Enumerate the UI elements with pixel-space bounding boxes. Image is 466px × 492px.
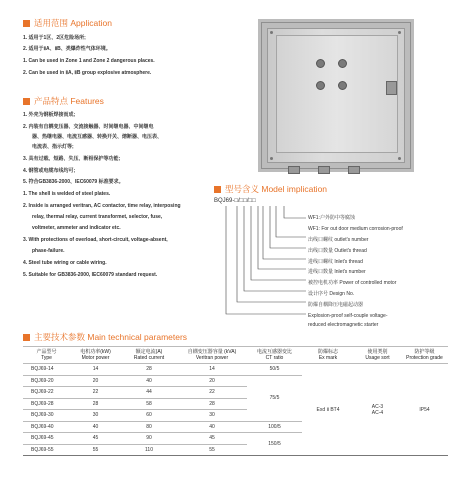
table-cell: 55 bbox=[177, 444, 247, 456]
table-cell: BQJ69-55 bbox=[23, 444, 70, 456]
col-ct-ratio bbox=[247, 347, 302, 364]
bolt-icon bbox=[398, 31, 401, 34]
table-cell: AC-4 bbox=[371, 409, 384, 416]
callout-outlet-number: 出线口螺纹 outlet's number bbox=[308, 237, 369, 243]
callout-product-cn: 防爆自耦降压电磁起动器 bbox=[308, 302, 364, 308]
bolt-icon bbox=[270, 31, 273, 34]
application-line-2: 2. 适用于ⅡA、ⅡB、类爆炸性气体环境。 bbox=[23, 46, 111, 52]
table-cell: 110 bbox=[121, 444, 177, 456]
table-cell: 40 bbox=[70, 421, 121, 433]
exmark-cell: Exd Ⅱ BT4 bbox=[302, 364, 354, 456]
table-cell: 14 bbox=[70, 364, 121, 376]
callout-inlet-thread: 进线口螺纹 Inlet's thread bbox=[308, 259, 363, 265]
table-cell: 电流互感器变比 bbox=[256, 349, 292, 355]
table-cell: BQJ69-22 bbox=[23, 387, 70, 399]
table-cell: 28 bbox=[177, 398, 247, 410]
bolt-icon bbox=[270, 157, 273, 160]
table-cell: 40 bbox=[121, 375, 177, 387]
heading-square-icon bbox=[23, 98, 30, 105]
model-heading bbox=[214, 183, 327, 195]
table-cell: 22 bbox=[70, 387, 121, 399]
features-line: 2. Inside is arranged veritran, AC contactor, time relay, interposing bbox=[23, 203, 181, 209]
indicator-lamp-icon bbox=[316, 81, 325, 90]
table-cell: 22 bbox=[177, 387, 247, 399]
col-ex-mark bbox=[302, 347, 354, 364]
table-cell: Protection grade bbox=[406, 355, 443, 361]
table-cell: Rated current bbox=[133, 355, 165, 361]
model-title: 型号含义 Model implication bbox=[225, 184, 328, 194]
table-cell: 58 bbox=[121, 398, 177, 410]
table-header-row bbox=[23, 347, 448, 364]
table-cell: 防爆标志 bbox=[317, 349, 338, 355]
table-cell: 额定电流(A) bbox=[135, 349, 163, 355]
table-cell: BQJ69-14 bbox=[23, 364, 70, 376]
features-line: 1. The shell is welded of steel plates. bbox=[23, 191, 111, 197]
table-cell: 28 bbox=[70, 398, 121, 410]
ct-cell: 100/5 bbox=[247, 421, 302, 433]
features-line: 1. 外壳为钢板焊接而成; bbox=[23, 112, 76, 118]
table-cell: 90 bbox=[121, 433, 177, 445]
table-cell: BQJ69-28 bbox=[23, 398, 70, 410]
features-line: 3. With protections of overload, short-circuit, voltage-absent, bbox=[23, 237, 168, 243]
protection-cell: IP54 bbox=[401, 364, 448, 456]
table-cell: BQJ69-20 bbox=[23, 375, 70, 387]
table-cell: 电机功率(kW) bbox=[80, 349, 111, 355]
col-motor-power bbox=[70, 347, 121, 364]
table-cell: 45 bbox=[70, 433, 121, 445]
callout-inlet-number: 进线口数量 Inlet's number bbox=[308, 269, 366, 275]
col-type bbox=[23, 347, 70, 364]
table-cell: 14 bbox=[177, 364, 247, 376]
heading-square-icon bbox=[214, 186, 221, 193]
table-cell: 20 bbox=[70, 375, 121, 387]
parameters-table bbox=[23, 346, 448, 456]
callout-product-en-1: Explosion-proof self-couple voltage- bbox=[308, 313, 388, 319]
table-cell: 20 bbox=[177, 375, 247, 387]
table-cell: Veritran power bbox=[195, 355, 229, 361]
features-line: relay, thermal relay, current transformet, selector, fuse, bbox=[32, 214, 163, 220]
table-cell: 30 bbox=[70, 410, 121, 422]
application-line-4: 2. Can be used in ⅡA, ⅡB group explosive atmosphere. bbox=[23, 70, 152, 76]
model-callout-lines bbox=[214, 204, 314, 334]
table-cell: Motor power bbox=[81, 355, 110, 361]
table-cell: 40 bbox=[177, 421, 247, 433]
table-cell: 55 bbox=[70, 444, 121, 456]
table-cell: 60 bbox=[121, 410, 177, 422]
callout-motor-power: 被控电机功率 Power of controlled motor bbox=[308, 280, 397, 286]
features-line: voltmeter, ammeter and indicator etc. bbox=[32, 225, 121, 231]
features-line: 4. 钢管或电缆布线均可; bbox=[23, 168, 76, 174]
table-cell: 使用类别 bbox=[367, 349, 388, 355]
callout-wf1-cn: WF1:户外防中等腐蚀 bbox=[308, 215, 355, 221]
table-row bbox=[23, 364, 448, 376]
features-line: 4. Steel tube wiring or cable wiring. bbox=[23, 260, 107, 266]
starter-cabinet-photo bbox=[258, 19, 414, 172]
table-cell: Usage sort bbox=[365, 355, 390, 361]
col-protection-grade bbox=[401, 347, 448, 364]
heading-square-icon bbox=[23, 20, 30, 27]
cable-gland-icon bbox=[288, 166, 300, 174]
features-line: 3. 具有过载、短路、失压、断相保护等功能; bbox=[23, 156, 121, 162]
callout-wf1-en: WF1: For out door medium corrosion-proof bbox=[308, 226, 403, 232]
model-code: BQJ69-□/□□/□□ bbox=[214, 198, 256, 204]
col-veritran-power bbox=[177, 347, 247, 364]
callout-outlet-thread: 出线口数量 Outlet's thread bbox=[308, 248, 367, 254]
features-title: 产品特点 Features bbox=[34, 96, 104, 106]
features-line: 5. 符合GB3836-2000、IEC60079 标准要求。 bbox=[23, 179, 124, 185]
table-cell: 防护等级 bbox=[414, 349, 435, 355]
table-cell: 80 bbox=[121, 421, 177, 433]
features-line: 2. 内装有自耦变压器、交流接触器、时间继电器、中间继电 bbox=[23, 124, 154, 130]
col-usage-sort bbox=[354, 347, 401, 364]
table-cell: 产品型号 bbox=[36, 349, 57, 355]
table-cell: BQJ69-45 bbox=[23, 433, 70, 445]
cable-gland-icon bbox=[318, 166, 330, 174]
ct-cell: 150/5 bbox=[247, 433, 302, 456]
features-line: 器、热继电器、电流互感器、转换开关、熔断器、电压表、 bbox=[32, 134, 163, 140]
table-cell: 45 bbox=[177, 433, 247, 445]
application-title: 适用范围 Application bbox=[34, 18, 112, 28]
ct-cell: 75/5 bbox=[247, 375, 302, 421]
table-cell: Type bbox=[41, 355, 52, 361]
indicator-lamp-icon bbox=[316, 59, 325, 68]
features-line: phase-failure. bbox=[32, 248, 65, 254]
table-cell: CT ratio bbox=[265, 355, 284, 361]
table-cell: 30 bbox=[177, 410, 247, 422]
features-line: 5. Suitable for GB3836-2000, IEC60079 standard request. bbox=[23, 272, 158, 278]
door-handle-icon bbox=[386, 81, 397, 95]
ct-cell: 50/5 bbox=[247, 364, 302, 376]
application-line-3: 1. Can be used in Zone 1 and Zone 2 dangerous places. bbox=[23, 58, 155, 64]
heading-square-icon bbox=[23, 334, 30, 341]
table-cell: 44 bbox=[121, 387, 177, 399]
application-heading bbox=[23, 17, 112, 29]
features-heading bbox=[23, 95, 104, 107]
cable-gland-icon bbox=[348, 166, 360, 174]
callout-product-en-2: reduced electromagnetic starter bbox=[308, 322, 379, 328]
cabinet-door bbox=[276, 35, 398, 153]
params-title: 主要技术参数 Main technical parameters bbox=[34, 332, 188, 342]
table-cell: 28 bbox=[121, 364, 177, 376]
table-cell: 自耦变压器容量 (kVA) bbox=[187, 349, 237, 355]
usage-cell bbox=[354, 364, 401, 456]
table-cell: BQJ69-30 bbox=[23, 410, 70, 422]
features-line: 电流表、指示灯等; bbox=[32, 144, 74, 150]
table-cell: Ex mark bbox=[318, 355, 338, 361]
indicator-lamp-icon bbox=[338, 81, 347, 90]
indicator-lamp-icon bbox=[338, 59, 347, 68]
application-line-1: 1. 适用于1区、2区危险场所; bbox=[23, 35, 86, 41]
table-cell: AC-3 bbox=[371, 403, 384, 410]
callout-design-no: 设计序号 Design No. bbox=[308, 291, 355, 297]
bolt-icon bbox=[398, 157, 401, 160]
params-heading bbox=[23, 331, 187, 343]
col-rated-current bbox=[121, 347, 177, 364]
table-cell: BQJ69-40 bbox=[23, 421, 70, 433]
